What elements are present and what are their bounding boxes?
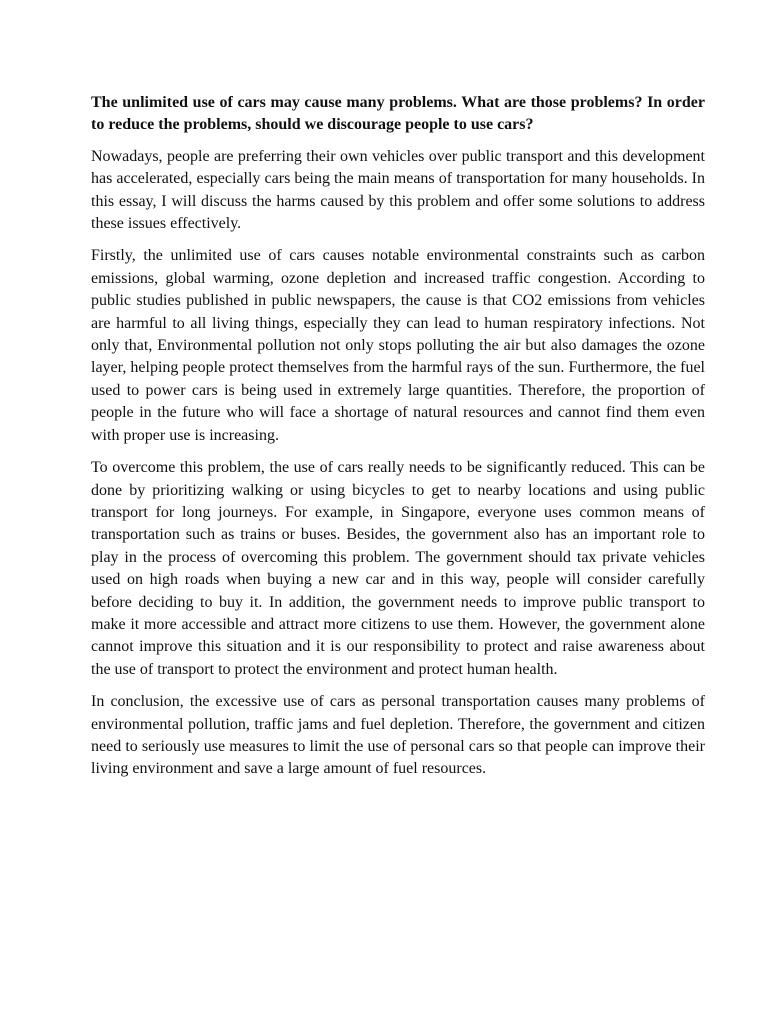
paragraph-conclusion: In conclusion, the excessive use of cars as personal transportation causes many problems of environmental pollution, traffic jams and fuel depletion. Therefore, the government and citizen need to seriously use measures to limit the use of personal cars so that people can improve their living environment and save a large amount of fuel resources. (91, 693, 705, 778)
paragraph-problems: Firstly, the unlimited use of cars causes notable environmental constraints such as carbon emissions, global warming, ozone depletion and increased traffic congestion. According to public studies published in public newspapers, the cause is that CO2 emissions from vehicles are harmful to all living things, especially they can lead to human respiratory infections. Not only that, Environmental pollution not only stops polluting the air but also damages the ozone layer, helping people protect themselves from the harmful rays of the sun. Furthermore, the fuel used to power cars is being used in extremely large quantities. Therefore, the proportion of people in the future who will face a shortage of natural resources and cannot find them even with proper use is increasing. (91, 247, 705, 444)
essay-question: The unlimited use of cars may cause many problems. What are those problems? In order to reduce the problems, should we discourage people to use cars? (91, 94, 705, 134)
paragraph-introduction: Nowadays, people are preferring their own vehicles over public transport and this development has accelerated, especially cars being the main means of transportation for many households. In this essay, I will discuss the harms caused by this problem and offer some solutions to address these issues effectively. (91, 147, 705, 233)
paragraph-solutions: To overcome this problem, the use of cars really needs to be significantly reduced. This can be done by prioritizing walking or using bicycles to get to nearby locations and using public transport for long journeys. For example, in Singapore, everyone uses common means of transportation such as trains or buses. Besides, the government also has an important role to play in the process of overcoming this problem. The government should tax private vehicles used on high roads when buying a new car and in this way, people will consider carefully before deciding to buy it. In addition, the government needs to improve public transport to make it more accessible and attract more citizens to use them. However, the government alone cannot improve this situation and it is our responsibility to protect and raise awareness about the use of transport to protect the environment and protect human health. (91, 459, 705, 678)
document-page (91, 92, 705, 791)
